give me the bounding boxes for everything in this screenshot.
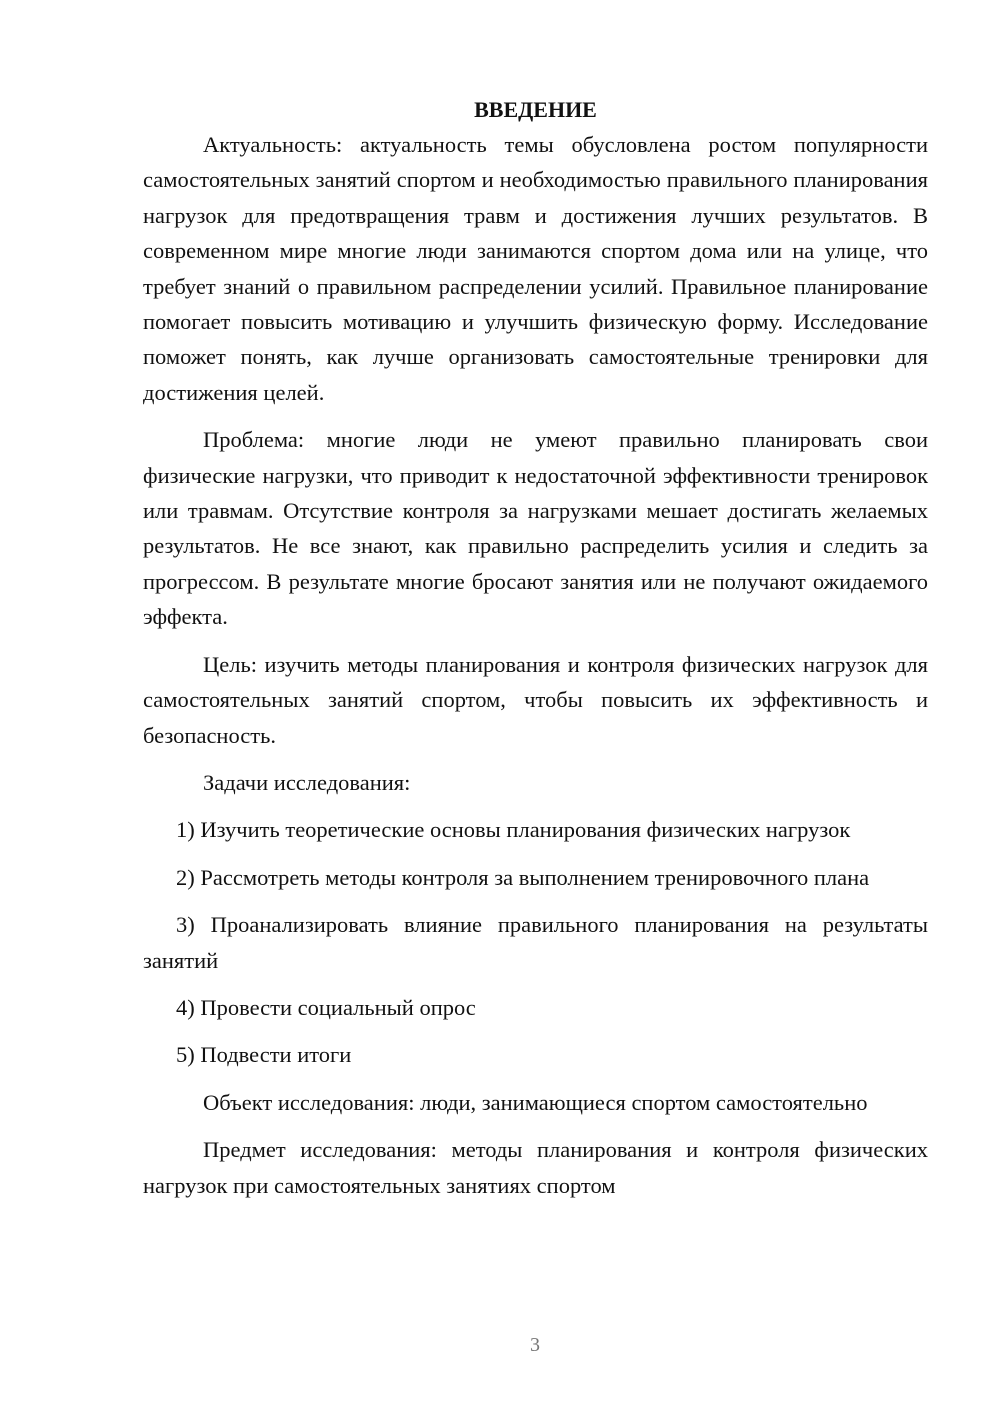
relevance-paragraph: Актуальность: актуальность темы обусловлена ростом популярности самостоятельных занятий спортом и необходимостью правильного планирования нагрузок для предотвращения травм и достижения лучших результатов. В современном мире многие люди занимаются спортом дома или на улице, что требует знаний о правильном распределении усилий. Правильное планирование помогает повысить мотивацию и улучшить физическую форму. Исследование поможет понять, как лучше организовать самостоятельные тренировки для достижения целей. [143, 132, 928, 405]
goal-paragraph: Цель: изучить методы планирования и контроля физических нагрузок для самостоятельных занятий спортом, чтобы повысить их эффективность и безопасность. [143, 651, 928, 748]
page-number: 3 [530, 1334, 540, 1356]
object-paragraph: Объект исследования: люди, занимающиеся спортом самостоятельно [203, 1089, 868, 1115]
task-item-3: 3) Проанализировать влияние правильного планирования на результаты занятий [143, 912, 928, 973]
task-item-2: 2) Рассмотреть методы контроля за выполнением тренировочного плана [176, 864, 870, 890]
task-item-4: 4) Провести социальный опрос [176, 994, 476, 1020]
task-item-1: 1) Изучить теоретические основы планирования физических нагрузок [176, 817, 851, 843]
problem-paragraph: Проблема: многие люди не умеют правильно планировать свои физические нагрузки, что приводит к недостаточной эффективности тренировок или травмам. Отсутствие контроля за нагрузками мешает достигать желаемых результатов. Не все знают, как правильно распределить усилия и следить за прогрессом. В результате многие бросают занятия или не получают ожидаемого эффекта. [143, 427, 928, 630]
page-title: ВВЕДЕНИЕ [474, 97, 597, 122]
tasks-heading: Задачи исследования: [203, 769, 411, 795]
document-page [143, 92, 928, 1203]
subject-paragraph: Предмет исследования: методы планирования и контроля физических нагрузок при самостоятельных занятиях спортом [143, 1137, 928, 1198]
task-item-5: 5) Подвести итоги [176, 1042, 352, 1068]
